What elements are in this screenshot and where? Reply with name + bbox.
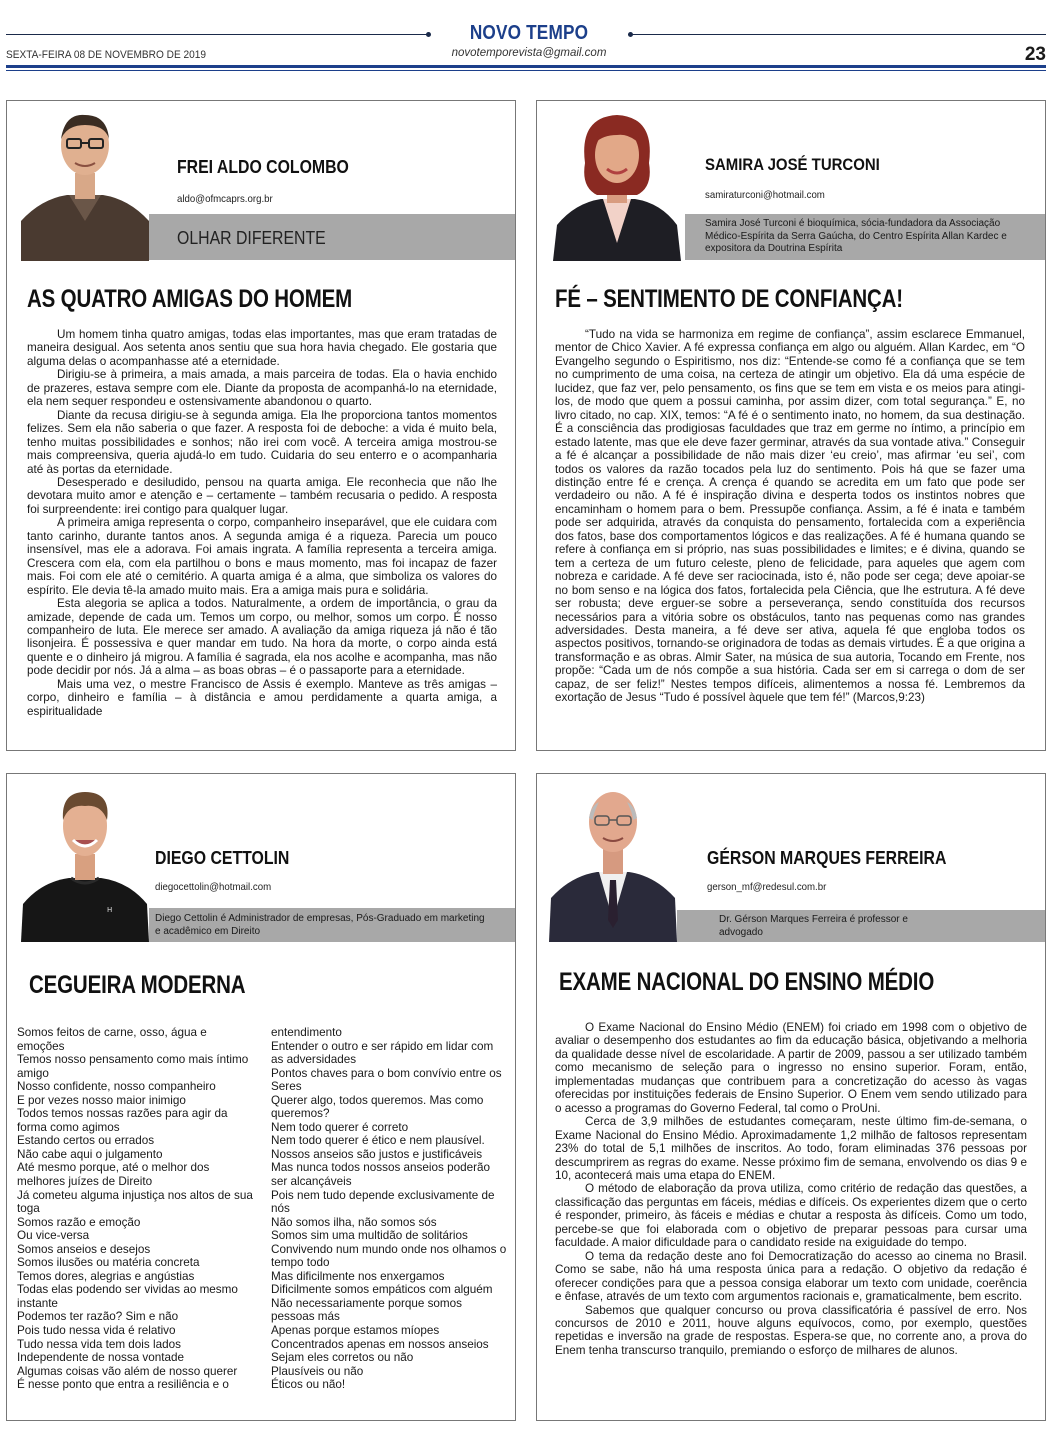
paragraph: O tema da redação deste ano foi Democratização do acesso ao cinema no Brasil. Como se sabe, não há uma resposta única para a redação. O objetivo da redação é oferecer condições para que a pessoa consiga elaborar um texto com unidade, coerência e ênfase, através de um texto com argumentos racionais e, gramaticalmente, bem escrito. [555, 1249, 1027, 1304]
poem-line: Todos temos nossas razões para agir da forma como agimos [17, 1107, 228, 1134]
column-frei-aldo [6, 100, 516, 751]
column-gerson [536, 773, 1046, 1421]
article-headline: FÉ – SENTIMENTO DE CONFIANÇA! [555, 285, 903, 313]
poem-line: Podemos ter razão? Sim e não [17, 1310, 179, 1324]
paragraph: “Tudo na vida se harmoniza em regime de confiança”, assim esclarece Emmanuel, mentor de Chico Xavier. A fé expressa confiança em algo ou alguém. Allan Kardec, em “O Evangelho segundo o Espiritismo, nos diz: “Entende-se como fé a confiança que se tem no cumprimento de uma coisa, na certeza de atingir um objetivo. Ela dá uma espécie de lucidez, que faz ver, pelo pensamento, os fins que se tem em vista e os meios para atingi-los, de modo que quem a possui caminha, por assim dizer, com total segurança.” E, no livro citado, no cap. XIX, temos: “A fé é o sentimento inato, no homem, da sua destinação. É a consciência das prodigiosas faculdades que traz em germe no íntimo, a princípio em estado latente, mas que ele deve fazer germinar, através da sua vontade ativa.” Conseguir a fé é alcançar a possibilidade de não mais dizer ‘eu creio’, mas afirmar ‘eu sei’, com todos os valores da razão tocados pela luz do sentimento. Pois há que se fazer uma distinção entre fé e crença. A crença é quando se acredita em um fato que pode ser verdadeiro ou não. A fé é inspiração divina e desperta todos os instintos nobres que encaminham o homem para o bem. Pressupõe confiança. Assim, a fé é inata e também pode ser adquirida, através da conquista do pensamento, fortalecida com a experiência dos fatos, base dos comportamentos lógicos e das realizações. A fé é humana quando se refere à confiança em si próprio, nas suas possibilidades e limites; e é divina, quando se tem a certeza de um futuro celeste, pleno de felicidade, para aqueles que agem com nobreza e caridade. A fé deve ser raciocinada, isto é, não pode ser cega; deve apoiar-se no bom senso e na lógica dos fatos, fortalecida pela Ciência, que lhe estrutura. A fé deve ser robusta; deve erguer-se sobre a perseverança, sendo constituída dos recursos necessários para a vitória sobre os obstáculos, tanto nas pequenas como nas grandes adversidades. Desta maneira, a fé deve ser ativa, aquela fé que engloba todos os aspectos positivos, tornando-se originadora de todas as demais virtudes. É a que origina a transformação e as obras. Almir Sater, na música de sua autoria, Tocando em Frente, nos propõe: “Cada um de nós compõe a sua história. Cada ser em si carrega o dom de ser capaz, de ser feliz!” Nestes tempos difíceis, alimentemos a nossa fé. Lembremos da exortação de Jesus “Tudo é possível àquele que tem fé!” (Marcos,9:23) [555, 328, 1025, 705]
poem-line: Tudo nessa vida tem dois lados [17, 1337, 181, 1351]
column-samira [536, 100, 1046, 751]
poem-line: Não somos ilha, não somos sós [271, 1215, 437, 1229]
issue-date: SEXTA-FEIRA 08 DE NOVEMBRO DE 2019 [6, 49, 207, 61]
poem-line: É nesse ponto que entra a resiliência e o [17, 1378, 229, 1392]
poem-line: Éticos ou não! [271, 1378, 346, 1392]
poem-line: Nem todo querer é ético e nem plausível. [271, 1134, 485, 1148]
poem-left-column [17, 1026, 253, 1392]
paragraph: A primeira amiga representa o corpo, companheiro inseparável, que ele cuidara com tanto carinho, durante tantos anos. A segunda amiga é a riqueza. Parecia um pouco insensível, mas ele a adorava. Foi amais ingrata. A família representa a terceira amiga. Crescera com ela, com ela partilhou o bons e maus momento, mas foi incapaz de fazer mais. Foi com ele até o cemitério. A quarta amiga é a alma, que simboliza os valores do espírito. Ele devia tê-la amado muito mais. Era a amiga mais pura e solidária. [27, 516, 497, 597]
paragraph: Mais uma vez, o mestre Francisco de Assis é exemplo. Manteve as três amigas – corpo, dinheiro e família – à distância e amou perdidamente a quarta amiga, a espiritualidade [27, 677, 497, 718]
author-portrait-icon [21, 780, 149, 942]
poem-line: Algumas coisas vão além de nosso querer [17, 1364, 238, 1378]
poem-line: Até mesmo porque, até o melhor dos melhores juízes de Direito [17, 1161, 210, 1189]
poem-line: Somos ilusões ou matéria concreta [17, 1256, 200, 1270]
poem-line: Todas elas podendo ser vividas ao mesmo instante [17, 1283, 238, 1310]
author-photo [551, 103, 683, 261]
poem-line: Apenas porque estamos míopes [271, 1324, 440, 1338]
poem-line: Convivendo num mundo onde nos olhamos o tempo todo [271, 1242, 507, 1270]
newspaper-email: novotemporevista@gmail.com [451, 47, 607, 59]
author-email[interactable]: samiraturconi@hotmail.com [705, 189, 825, 201]
bio-bar [149, 908, 516, 942]
paragraph: Dirigiu-se à primeira, a mais amada, a mais parceira de todas. Ela o havia enchido de prazeres, estava sempre com ele. Diante da proposta de acompanhá-lo na eternidade, ela nem sequer respondeu e ostensivamente abandonou o quarto. [27, 368, 497, 409]
masthead-dot-left [426, 32, 431, 37]
poem-right-column [271, 1026, 507, 1392]
author-bio: Dr. Gérson Marques Ferreira é professor e advogado [719, 914, 908, 938]
article-headline: AS QUATRO AMIGAS DO HOMEM [27, 285, 353, 313]
svg-text:H: H [107, 906, 113, 914]
poem-line: Entender o outro e ser rápido em lidar com as adversidades [271, 1039, 494, 1067]
poem-line: Concentrados apenas em nossos anseios [271, 1337, 489, 1351]
poem-line: Independente de nossa vontade [17, 1351, 185, 1365]
poem-line: Somos razão e emoção [17, 1215, 141, 1229]
poem-line: Nossos anseios são justos e justificáveis [271, 1147, 483, 1161]
poem-line: Pois tudo nessa vida é relativo [17, 1324, 176, 1338]
poem-line: Temos nosso pensamento como mais íntimo amigo [17, 1053, 249, 1080]
column-diego [6, 773, 516, 1421]
masthead-rule [6, 65, 1046, 68]
poem-line: Somos sim uma multidão de solitários [271, 1229, 468, 1243]
paragraph: Desesperado e desiludido, pensou na quarta amiga. Ele reconhecia que não lhe devotara muito amor e atenção e – certamente – também recusaria o pedido. A resposta foi surpreendente: irei contigo para qualquer lugar. [27, 475, 497, 516]
masthead-line-right [628, 34, 1046, 35]
paragraph: Um homem tinha quatro amigas, todas elas importantes, mas que eram tratadas de maneira desigual. Aos setenta anos sentiu que sua hora havia chegado. Ele gostaria que alguma delas o acompanhasse até a eternidade. [27, 328, 497, 368]
section-bar [149, 214, 516, 260]
poem-line: Já cometeu alguma injustiça nos altos de sua toga [17, 1188, 253, 1216]
author-email[interactable]: aldo@ofmcaprs.org.br [177, 193, 273, 205]
poem-line: Não necessariamente porque somos pessoas más [271, 1296, 463, 1324]
article-headline: EXAME NACIONAL DO ENSINO MÉDIO [559, 968, 935, 996]
poem-line: Mas nunca todos nossos anseios poderão ser alcançáveis [271, 1161, 490, 1189]
author-name: SAMIRA JOSÉ TURCONI [705, 155, 880, 174]
bio-bar [677, 910, 1046, 942]
poem-line: Nem todo querer é correto [271, 1120, 409, 1134]
article-body [27, 328, 497, 718]
poem-line: Pois nem tudo depende exclusivamente de nós [271, 1188, 495, 1216]
bio-bar [685, 214, 1046, 260]
poem-line: entendimento [271, 1026, 342, 1039]
masthead [0, 0, 1058, 72]
poem-line: Não cabe aqui o julgamento [17, 1147, 163, 1161]
author-bio: Samira José Turconi é bioquímica, sócia-fundadora da Associação Médico-Espírita da Serra Gaúcha, do Centro Espírita Allan Kardec e expositora da Doutrina Espírita [705, 218, 1007, 255]
poem-line: E por vezes nosso maior inimigo [17, 1093, 186, 1107]
paragraph: Esta alegoria se aplica a todos. Naturalmente, a ordem de importância, o grau da amizade, depende de cada um. Temos um corpo, ou melhor, somos um corpo. É nosso companheiro de luta. Ele merece ser amado. A avaliação da amiga riqueza já não é tão lisonjeira. É possessiva e quer mandar em tudo. Na hora da morte, o corpo ainda está quente e o dinheiro já migrou. A família é sagrada, ela nos acolhe e acompanha, mas não pode decidir por nós. Já a alma – as boas obras – é o passaporte para a eternidade. [27, 597, 497, 678]
poem-line: Plausíveis ou não [271, 1364, 364, 1378]
paragraph: O Exame Nacional do Ensino Médio (ENEM) foi criado em 1998 com o objetivo de avaliar o desempenho dos estudantes ao fim da educação básica, objetivando a melhoria da qualidade desse nível de escolaridade. A partir de 2009, passou a ser utilizado também como mecanismo de seleção para o ingresso no ensino superior. Foram, então, implementadas mudanças que contribuem para a concretização do acesso às vagas oferecidas por instituições federais de Ensino Superior. O Enem vem sendo utilizado para o acesso a programas do Governo Federal, tal como o ProUni. [555, 1021, 1027, 1115]
article-body [555, 328, 1025, 705]
paragraph: Sabemos que qualquer concurso ou prova classificatória é passível de erro. Nos concursos de 2010 e 2011, houve alguns equívocos, como, por exemplo, questões repetidas e inversão na grade de respostas. Espera-se que, no corrente ano, a prova do Enem tenha transcurso tranquilo, premiando o esforço de milhares de alunos. [555, 1303, 1027, 1357]
page-number: 23 [1024, 44, 1046, 65]
masthead-rule-thin [6, 70, 1046, 71]
author-email[interactable]: diegocettolin@hotmail.com [155, 881, 272, 893]
paragraph: Cerca de 3,9 milhões de estudantes começaram, neste último fim-de-semana, o Exame Nacional do Ensino Médio. Aproximadamente 1,2 milhão de faltosos representam 23% do total de 5,1 milhões de inscritos. Ao todo, foram eliminadas 376 pessoas por descumprirem as regras do exame. Nesse próximo fim de semana, envolvendo os dias 9 e 10, acontecerá mais uma etapa do ENEM. [555, 1115, 1027, 1182]
poem-line: Querer algo, todos queremos. Mas como queremos? [271, 1093, 484, 1121]
masthead-line-left [6, 34, 430, 35]
poem-line: Estando certos ou errados [17, 1134, 155, 1148]
author-photo [549, 780, 677, 942]
poem-line: Ou vice-versa [17, 1229, 90, 1243]
newspaper-title: NOVO TEMPO [469, 22, 589, 44]
poem-line: Mas dificilmente nos enxergamos [271, 1269, 445, 1283]
paragraph: Diante da recusa dirigiu-se à segunda amiga. Ela lhe proporciona tantos momentos felizes. Sem ela não saberia o que fazer. A resposta foi de deboche: a vida é muito bela, tenho muitas possibilidades e sonhos; não irei com você. A terceira amiga mostrou-se mais compreensiva, queria ajudá-lo em tudo. Cuidaria do seu enterro e o acompanharia até às portas da eternidade. [27, 408, 497, 476]
author-photo [21, 780, 149, 942]
author-name: DIEGO CETTOLIN [155, 848, 290, 868]
poem-line: Sejam eles corretos ou não [271, 1351, 414, 1365]
section-label: OLHAR DIFERENTE [177, 228, 326, 248]
author-portrait-icon [21, 103, 149, 261]
poem-line: Nosso confidente, nosso companheiro [17, 1080, 216, 1094]
poem-line: Temos dores, alegrias e angústias [17, 1269, 195, 1283]
author-name: GÉRSON MARQUES FERREIRA [707, 848, 947, 868]
poem-line: Somos feitos de carne, osso, água e emoções [17, 1026, 207, 1053]
poem-line: Somos anseios e desejos [17, 1242, 151, 1256]
article-body [555, 1021, 1027, 1357]
author-portrait-icon [551, 103, 683, 261]
author-portrait-icon [549, 780, 677, 942]
poem-line: Pontos chaves para o bom convívio entre os Seres [271, 1066, 502, 1094]
author-email[interactable]: gerson_mf@redesul.com.br [707, 881, 827, 893]
paragraph: O método de elaboração da prova utiliza, como critério de redação das questões, a classificação das perguntas em fáceis, médias e difíceis. Os experientes dizem que o certo é responder, primeiro, às fáceis e médias e chutar a resposta às difíceis. Como um todo, percebe-se que foi elaborada com o objetivo de preparar pessoas para cursar uma faculdade. A maior dificuldade para o candidato reside na exiguidade do tempo. [555, 1182, 1027, 1250]
poem-line: Dificilmente somos empáticos com alguém [271, 1283, 493, 1297]
article-headline: CEGUEIRA MODERNA [29, 971, 246, 999]
author-photo [21, 103, 149, 261]
author-name: FREI ALDO COLOMBO [177, 157, 349, 177]
author-bio: Diego Cettolin é Administrador de empresas, Pós-Graduado em marketing e acadêmico em Direito [155, 913, 485, 937]
